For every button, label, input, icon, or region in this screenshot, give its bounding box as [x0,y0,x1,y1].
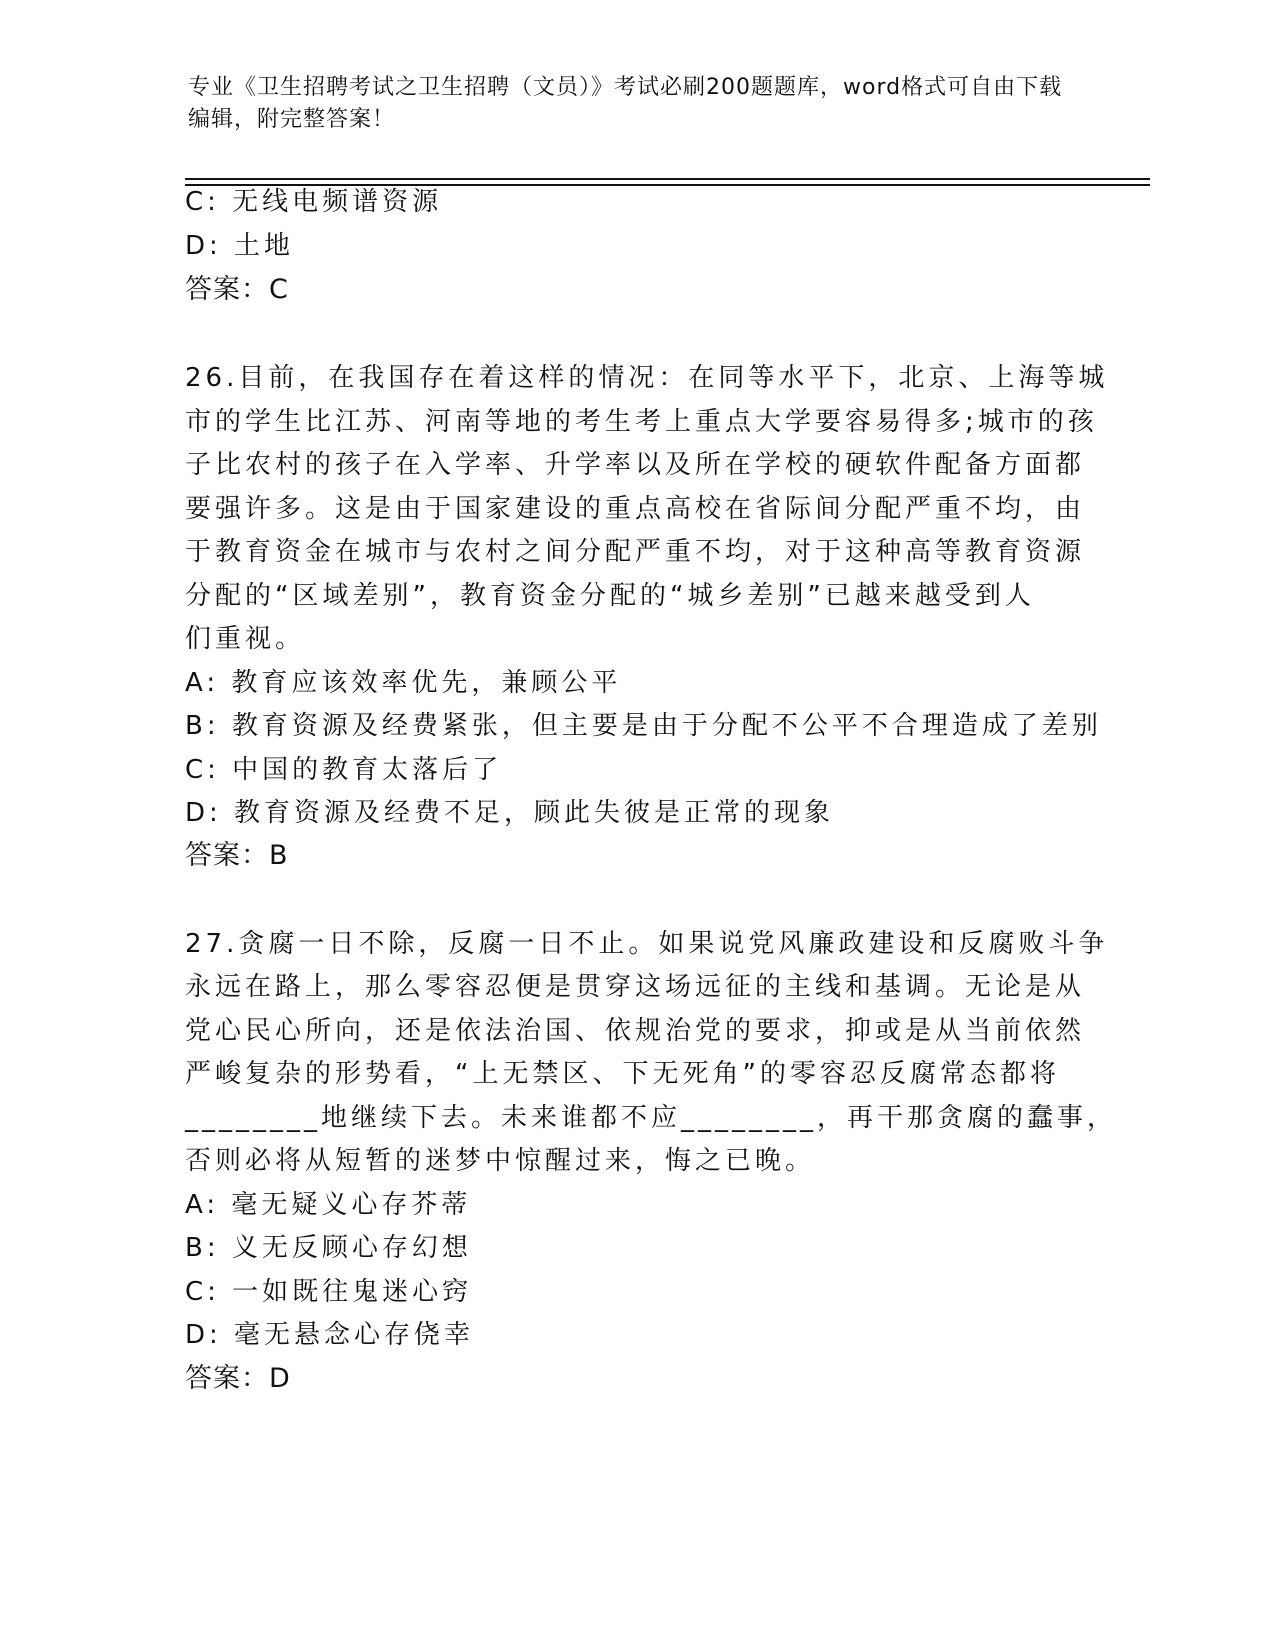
prev-option-d: D: 土地 [185,231,295,261]
q27-line-5: ________地继续下去。未来谁都不应________，再干那贪腐的蠢事， [185,1103,1118,1133]
header-rule-top [185,178,1150,180]
q27-line-3: 党心民心所向，还是依法治国、依规治党的要求，抑或是从当前依然 [185,1016,1086,1046]
page-header: 专业《卫生招聘考试之卫生招聘（文员）》考试必刷200题题库，word格式可自由下载编辑，附完整答案！ [188,75,1063,132]
q26-line-1: 26.目前，在我国存在着这样的情况：在同等水平下，北京、上海等城 [185,363,1109,393]
q27-option-c: C: 一如既往鬼迷心窍 [185,1277,473,1307]
q27-option-d: D: 毫无悬念心存侥幸 [185,1320,475,1350]
q26-option-c: C: 中国的教育太落后了 [185,755,503,785]
q26-answer: 答案：B [185,840,289,871]
q27-line-1: 27.贪腐一日不除，反腐一日不止。如果说党风廉政建设和反腐败斗争 [185,929,1109,959]
q27-answer: 答案：D [185,1363,291,1394]
q26-line-2: 市的学生比江苏、河南等地的考生考上重点大学要容易得多;城市的孩 [185,407,1098,437]
q26-line-6: 分配的“区域差别”，教育资金分配的“城乡差别”已越来越受到人 [185,581,1035,611]
q26-line-4: 要强许多。这是由于国家建设的重点高校在省际间分配严重不均，由 [185,494,1086,524]
q26-line-3: 子比农村的孩子在入学率、升学率以及所在学校的硬软件配备方面都 [185,450,1086,480]
q27-line-2: 永远在路上，那么零容忍便是贯穿这场远征的主线和基调。无论是从 [185,972,1086,1002]
q26-option-d: D: 教育资源及经费不足，顾此失彼是正常的现象 [185,798,835,828]
q26-option-b: B: 教育资源及经费紧张，但主要是由于分配不公平不合理造成了差别 [185,711,1102,741]
q27-option-a: A: 毫无疑义心存芥蒂 [185,1190,472,1220]
q26-line-7: 们重视。 [185,624,306,654]
q26-option-a: A: 教育应该效率优先，兼顾公平 [185,668,622,698]
prev-option-c: C: 无线电频谱资源 [185,187,443,217]
q27-line-6: 否则必将从短暂的迷梦中惊醒过来，悔之已晚。 [185,1146,816,1176]
q27-option-b: B: 义无反顾心存幻想 [185,1233,472,1263]
q26-line-5: 于教育资金在城市与农村之间分配严重不均，对于这种高等教育资源 [185,537,1086,567]
q27-line-4: 严峻复杂的形势看，“上无禁区、下无死角”的零容忍反腐常态都将 [185,1059,1060,1089]
prev-answer: 答案：C [185,274,289,305]
